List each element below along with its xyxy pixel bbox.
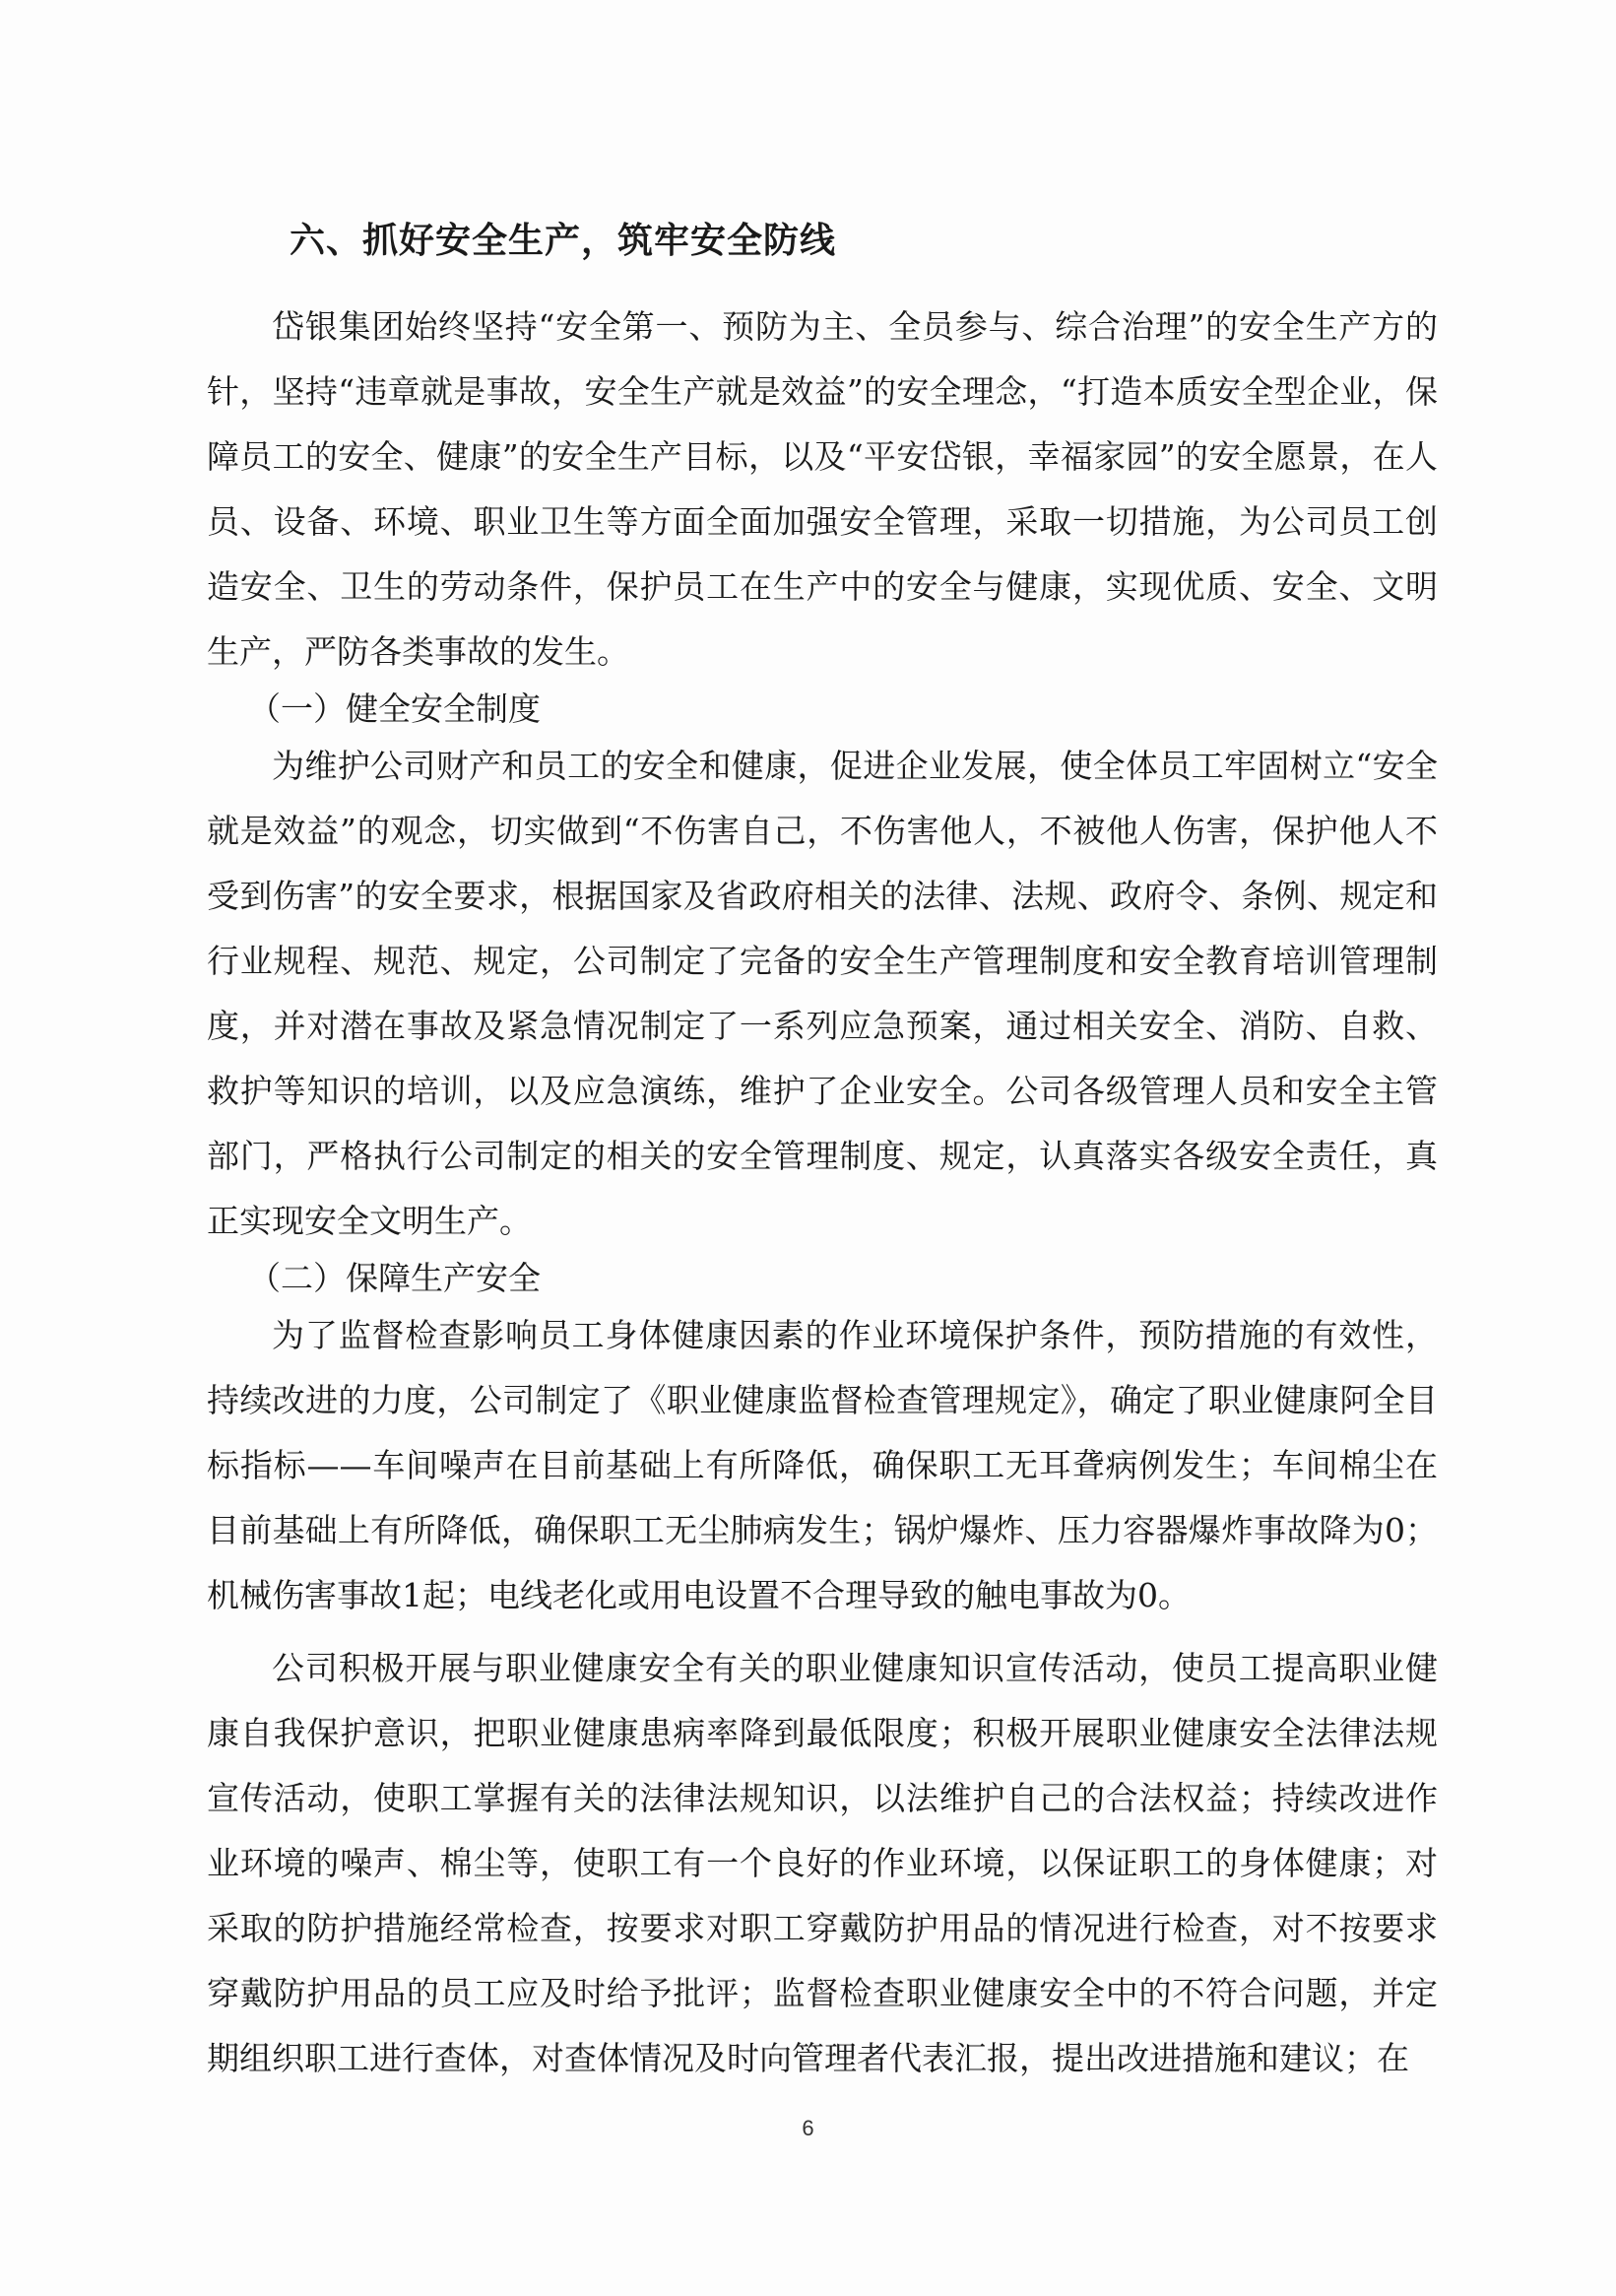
page-content	[207, 212, 1438, 2091]
subsection-2-paragraph-2: 公司积极开展与职业健康安全有关的职业健康知识宣传活动，使员工提高职业健康自我保护意识，把职业健康患病率降到最低限度；积极开展职业健康安全法律法规宣传活动，使职工掌握有关的法律法规知识，以法维护自己的合法权益；持续改进作业环境的噪声、棉尘等，使职工有一个良好的作业环境，以保证职工的身体健康；对采取的防护措施经常检查，按要求对职工穿戴防护用品的情况进行检查，对不按要求穿戴防护用品的员工应及时给予批评；监督检查职业健康安全中的不符合问题，并定期组织职工进行查体，对查体情况及时向管理者代表汇报，提出改进措施和建议；在	[207, 1649, 1438, 2077]
section-heading: 六、抓好安全生产，筑牢安全防线	[290, 221, 837, 261]
subsection-1-paragraph: 为维护公司财产和员工的安全和健康，促进企业发展，使全体员工牢固树立“安全就是效益”的观念，切实做到“不伤害自己，不伤害他人，不被他人伤害，保护他人不受到伤害”的安全要求，根据国家及省政府相关的法律、法规、政府令、条例、规定和行业规程、规范、规定，公司制定了完备的安全生产管理制度和安全教育培训管理制度，并对潜在事故及紧急情况制定了一系列应急预案，通过相关安全、消防、自救、救护等知识的培训，以及应急演练，维护了企业安全。公司各级管理人员和安全主管部门，严格执行公司制定的相关的安全管理制度、规定，认真落实各级安全责任，真正实现安全文明生产。	[207, 747, 1438, 1240]
subsection-title-2: （二）保障生产安全	[248, 1259, 541, 1297]
subsection-title-1: （一）健全安全制度	[248, 689, 541, 728]
intro-paragraph: 岱银集团始终坚持“安全第一、预防为主、全员参与、综合治理”的安全生产方的针，坚持“违章就是事故，安全生产就是效益”的安全理念，“打造本质安全型企业，保障员工的安全、健康”的安全生产目标，以及“平安岱银，幸福家园”的安全愿景，在人员、设备、环境、职业卫生等方面全面加强安全管理，采取一切措施，为公司员工创造安全、卫生的劳动条件，保护员工在生产中的安全与健康，实现优质、安全、文明生产，严防各类事故的发生。	[207, 307, 1438, 671]
subsection-2-paragraph-1: 为了监督检查影响员工身体健康因素的作业环境保护条件，预防措施的有效性，持续改进的力度，公司制定了《职业健康监督检查管理规定》，确定了职业健康阿全目标指标——车间噪声在目前基础上有所降低，确保职工无耳聋病例发生；车间棉尘在目前基础上有所降低，确保职工无尘肺病发生；锅炉爆炸、压力容器爆炸事故降为0；机械伤害事故1起；电线老化或用电设置不合理导致的触电事故为0。	[207, 1316, 1438, 1614]
page-number: 6	[802, 2116, 814, 2140]
paragraph-gap	[207, 1628, 1438, 1636]
